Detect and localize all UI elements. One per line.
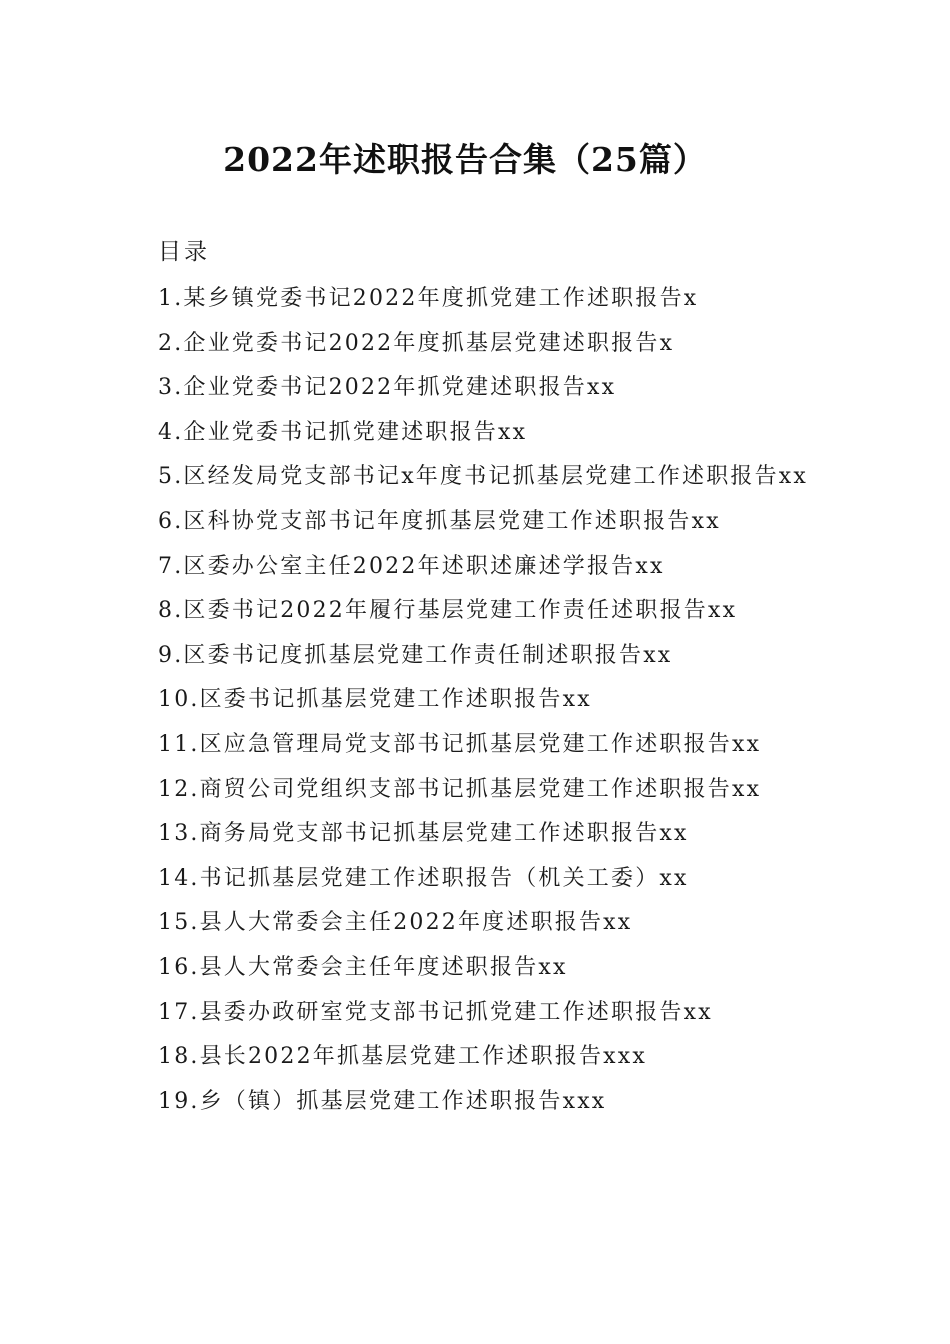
toc-item: 18.县长2022年抓基层党建工作述职报告xxx bbox=[158, 1044, 647, 1070]
toc-item: 4.企业党委书记抓党建述职报告xx bbox=[158, 419, 528, 445]
toc-item: 9.区委书记度抓基层党建工作责任制述职报告xx bbox=[158, 642, 673, 668]
toc-item: 11.区应急管理局党支部书记抓基层党建工作述职报告xx bbox=[158, 731, 762, 757]
toc-item: 14.书记抓基层党建工作述职报告（机关工委）xx bbox=[158, 865, 689, 891]
toc-item: 2.企业党委书记2022年度抓基层党建述职报告x bbox=[158, 330, 675, 356]
toc-item: 13.商务局党支部书记抓基层党建工作述职报告xx bbox=[158, 821, 689, 847]
toc-item: 12.商贸公司党组织支部书记抓基层党建工作述职报告xx bbox=[158, 776, 762, 802]
toc-item: 7.区委办公室主任2022年述职述廉述学报告xx bbox=[158, 553, 665, 579]
toc-item: 6.区科协党支部书记年度抓基层党建工作述职报告xx bbox=[158, 508, 721, 534]
toc-item: 5.区经发局党支部书记x年度书记抓基层党建工作述职报告xx bbox=[158, 464, 809, 490]
toc-item: 1.某乡镇党委书记2022年度抓党建工作述职报告x bbox=[158, 286, 699, 311]
toc-item: 19.乡（镇）抓基层党建工作述职报告xxx bbox=[158, 1088, 607, 1114]
toc-item: 17.县委办政研室党支部书记抓党建工作述职报告xx bbox=[158, 999, 713, 1025]
toc-item: 16.县人大常委会主任年度述职报告xx bbox=[158, 954, 568, 980]
toc-list bbox=[116, 277, 836, 1124]
toc-heading: 目录 bbox=[158, 239, 210, 265]
toc-item: 15.县人大常委会主任2022年度述职报告xx bbox=[158, 910, 633, 936]
document-title: 2022年述职报告合集（25篇） bbox=[223, 140, 707, 179]
toc-item: 8.区委书记2022年履行基层党建工作责任述职报告xx bbox=[158, 598, 738, 624]
toc-item: 3.企业党委书记2022年抓党建述职报告xx bbox=[158, 375, 617, 401]
toc-item: 10.区委书记抓基层党建工作述职报告xx bbox=[158, 687, 592, 713]
